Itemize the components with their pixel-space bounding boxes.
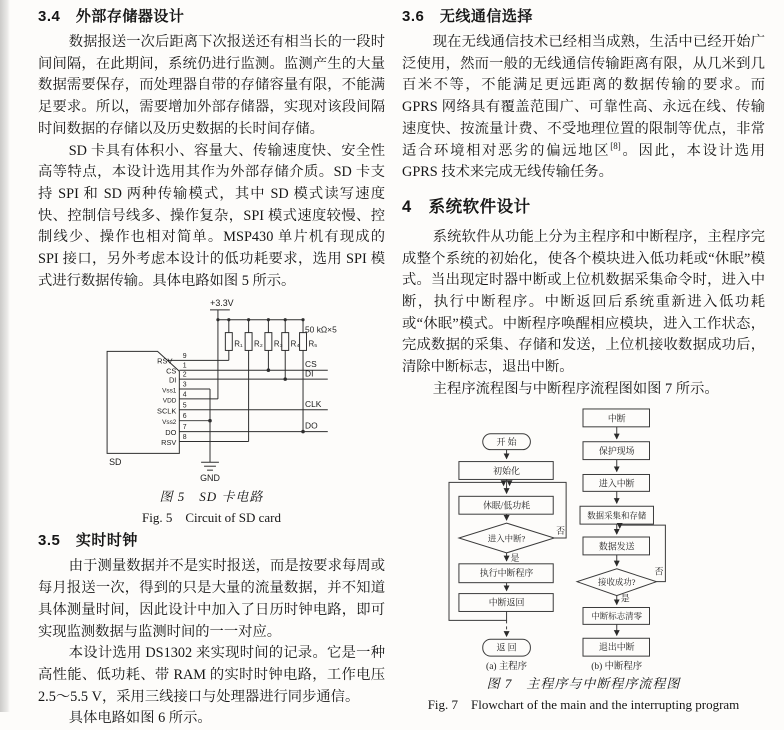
flow-node-start: 开 始	[496, 436, 517, 447]
section-3-5-heading: 3.5 实时时钟	[38, 532, 138, 550]
resistor-label: R₄	[290, 339, 300, 349]
pin-number: 5	[182, 402, 187, 410]
flow-node-collect-store: 数据采集和存储	[587, 510, 647, 521]
pin-number: 4	[182, 391, 187, 399]
bus-label-do: DO	[305, 421, 318, 432]
pin-label: DI	[168, 376, 177, 386]
pin-label: Vss1	[162, 387, 177, 395]
figure-7-caption-en: Fig. 7 Flowchart of the main and the interrupting program	[427, 696, 740, 712]
figure-5-sd-card-circuit	[38, 296, 385, 528]
flow-node-sleep: 休眠/低功耗	[483, 500, 531, 511]
flow-branch-yes: 是	[510, 552, 520, 563]
resistor-label: R₃	[273, 339, 283, 349]
pin-number: 2	[182, 372, 187, 380]
right-column	[402, 4, 765, 715]
pin-number: 3	[182, 381, 187, 389]
figure-5-caption-en: Fig. 5 Circuit of SD card	[141, 510, 281, 526]
flow-node-save-context: 保护现场	[598, 445, 635, 456]
gnd-label: GND	[200, 473, 220, 484]
pin-label: SCLK	[157, 406, 177, 416]
figure-7-caption-zh: 图 7 主程序与中断程序流程图	[486, 675, 681, 691]
section-3-5-paragraph-1: 由于测量数据并不是实时报送，而是按要求每周或每月报送一次，得到的只是大量的流量数据，并不知道具体测量时间，因此设计中加入了日历时钟电路，即可实现监测数据与监测时间的一一对应。	[38, 558, 385, 640]
flow-node-interrupt: 中断	[607, 412, 626, 423]
left-column	[38, 4, 385, 730]
pin-number: 9	[182, 353, 187, 361]
pin-number: 7	[182, 424, 187, 432]
pin-label: CS	[166, 367, 177, 377]
bus-label-cs: CS	[305, 359, 317, 370]
section-3-4-heading: 3.4 外部存储器设计	[38, 8, 185, 25]
power-rail-label: +3.3V	[210, 298, 234, 309]
section-3-6-paragraph	[402, 32, 765, 184]
flow-branch-no: 否	[556, 525, 566, 536]
flow-decision-interrupt: 进入中断?	[487, 533, 526, 544]
flow-node-exit-isr: 退出中断	[598, 641, 635, 652]
paragraph-text: 现在无线通信技术已经相当成熟，生活中已经开始广泛使用，然而一般的无线通信传输距离有限，从几米到几百米不等，不能满足更远距离的数据传输的要求。而 GPRS 网络具有覆盖范围广、可靠性高、永远在线、传输速度快、按流量计费、不受地理位置的限制等优点，非常适合环境相对恶劣的偏远地区	[402, 34, 765, 159]
flowchart-b-label: (b) 中断程序	[591, 661, 643, 672]
section-3-5-paragraph-clipped: 具体电路如图 6 所示。	[68, 710, 212, 727]
pin-label: VDD	[162, 397, 177, 405]
pin-number: 8	[182, 434, 187, 442]
pin-label: DO	[165, 428, 177, 438]
paragraph-text: 。因此，本设计选用 GPRS 技术来完成无线传输任务。	[402, 142, 766, 181]
circuit-junction-dots	[208, 319, 305, 434]
pin-number: 6	[182, 413, 187, 421]
flow-branch-no: 否	[654, 566, 664, 577]
bus-label-di: DI	[305, 369, 314, 380]
pin-label: Vss2	[162, 419, 177, 427]
section-3-4-paragraph-1: 数据报送一次后距离下次报送还有相当长的一段时间间隔，在此期间，系统仍进行监测。监测产生的大量数据需要保存，而处理器自带的存储容量有限，不能满足要求。所以，需要增加外部存储器，实现对该段间隔时间数据的存储以及历史数据的长时间存储。	[38, 34, 385, 137]
flow-decision-receive-ok: 接收成功?	[598, 576, 636, 587]
section-4-paragraph-1: 系统软件从功能上分为主程序和中断程序，主程序完成整个系统的初始化，使各个模块进入低功耗或“休眠”模式。当出现定时器中断或上位机数据采集命令时，进入中断，执行中断程序。中断返回后系统重新进入低功耗或“休眠”模式。中断程序唤醒相应模块，进入工作状态，完成数据的采集、存储和发送，上位机接收数据成功后，清除中断标志，退出中断。	[402, 228, 765, 376]
bus-label-clk: CLK	[305, 399, 322, 410]
resistor-value-note: 50 kΩ×5	[305, 325, 337, 336]
section-3-6-heading: 3.6 无线通信选择	[402, 8, 533, 25]
flow-node-exec-isr: 执行中断程序	[479, 567, 534, 578]
flow-node-init: 初始化	[493, 465, 520, 476]
circuit-wires	[107, 310, 328, 470]
flow-node-return: 返 回	[496, 642, 517, 653]
section-4-heading: 4 系统软件设计	[402, 197, 531, 216]
pin-number: 1	[182, 363, 187, 371]
resistor-label: R₂	[254, 339, 263, 349]
flow-node-isr-return: 中断返回	[488, 597, 525, 608]
scan-edge-shadow	[0, 0, 10, 712]
figure-7-flowcharts	[402, 405, 765, 715]
pin-label: RSV	[157, 356, 173, 366]
section-3-4-paragraph-2: SD 卡具有体积小、容量大、传输速度快、安全性高等特点，本设计选用其作为外部存储介质。SD 卡支持 SPI 和 SD 两种传输模式，其中 SD 模式读写速度快、控制信号线多、操作复杂，SPI 模式速度较慢、控制线少、操作也相对简单。MSP430 单片机有现成的 SPI 接口，另外考虑本设计的低功耗要求，选用 SPI 模式进行数据传输。具体电路如图 5 所示。	[38, 142, 385, 289]
resistor-label: R₁	[234, 339, 243, 349]
section-4-paragraph-2: 主程序流程图与中断程序流程图如图 7 所示。	[432, 380, 719, 397]
flow-node-clear-flag: 中断标志清零	[591, 610, 643, 621]
flowchart-diagram	[402, 405, 764, 673]
figure-5-caption-zh: 图 5 SD 卡电路	[159, 489, 264, 505]
section-3-5-paragraph-2: 本设计选用 DS1302 来实现时间的记录。它是一种高性能、低功耗、带 RAM 的实时时钟电路，工作电压 2.5～5.5 V，采用三线接口与处理器进行同步通信。	[38, 645, 385, 705]
flow-node-enter-isr: 进入中断	[598, 477, 635, 488]
flow-branch-yes: 是	[620, 593, 630, 604]
sd-chip-label: SD	[109, 457, 122, 468]
flowchart-a-label: (a) 主程序	[486, 661, 528, 672]
reference-marker: [8]	[610, 140, 621, 151]
resistor-label: R₅	[308, 339, 318, 349]
pin-label: RSV	[161, 438, 177, 448]
flow-node-send-data: 数据发送	[598, 540, 635, 551]
sd-circuit-diagram	[38, 296, 384, 486]
